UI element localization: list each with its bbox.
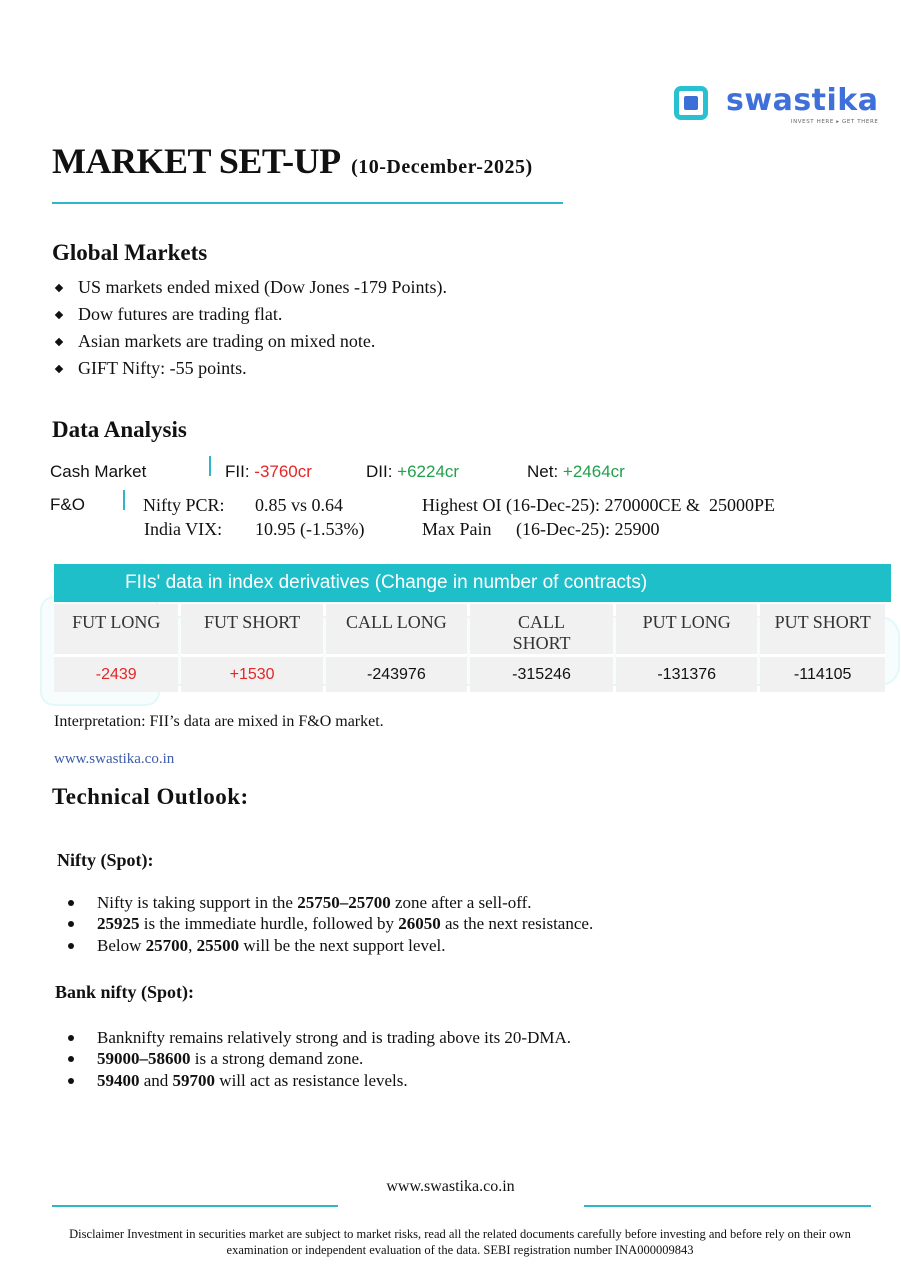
footer-divider-left — [52, 1205, 338, 1207]
nifty-pcr-value: 0.85 vs 0.64 — [255, 495, 344, 515]
diamond-bullet-icon — [55, 283, 63, 291]
bullet-dot-icon — [68, 1056, 74, 1062]
nifty-spot-heading: Nifty (Spot): — [57, 850, 154, 870]
list-item: Nifty is taking support in the 25750–25700 zone after a sell-off. — [68, 892, 593, 914]
fii-derivatives-table — [51, 604, 888, 692]
banknifty-spot-heading: Bank nifty (Spot): — [55, 982, 195, 1002]
bullet-dot-icon — [68, 900, 74, 906]
column-header: PUT LONG — [616, 604, 757, 654]
table-cell: -315246 — [470, 654, 613, 692]
india-vix-value: 10.95 (-1.53%) — [255, 519, 365, 539]
bullet-dot-icon — [68, 1078, 74, 1084]
highest-oi: Highest OI (16-Dec-25): 270000CE & 25000PE — [422, 495, 775, 515]
brand-logo — [674, 84, 879, 125]
dii-cash-value: DII: +6224cr — [366, 462, 460, 481]
bullet-dot-icon — [68, 921, 74, 927]
title-divider — [52, 202, 563, 204]
fno-label: F&O — [50, 495, 85, 514]
technical-outlook-heading: Technical Outlook: — [52, 784, 249, 809]
diamond-bullet-icon — [55, 337, 63, 345]
nifty-pcr-label: Nifty PCR: — [143, 495, 225, 515]
list-item: Banknifty remains relatively strong and is trading above its 20-DMA. — [68, 1027, 571, 1049]
page-title — [52, 140, 533, 182]
table-header-row — [54, 604, 885, 654]
brand-tagline: INVEST HERE ▸ GET THERE — [790, 119, 879, 125]
nifty-levels-list — [68, 892, 593, 957]
column-header: CALL SHORT — [470, 604, 613, 654]
net-cash-value: Net: +2464cr — [527, 462, 625, 481]
banknifty-levels-list — [68, 1027, 571, 1092]
list-item: Asian markets are trading on mixed note. — [54, 328, 447, 355]
swastika-logo-icon — [674, 86, 710, 122]
cash-market-label: Cash Market — [50, 462, 147, 481]
max-pain-value: (16-Dec-25): 25900 — [516, 519, 660, 539]
fno-divider — [123, 490, 125, 510]
table-row — [54, 654, 885, 692]
fii-table-title: FIIs' data in index derivatives (Change in number of contracts) — [54, 564, 891, 602]
cash-market-divider — [209, 456, 211, 476]
list-item: 59400 and 59700 will act as resistance levels. — [68, 1070, 571, 1092]
bullet-dot-icon — [68, 943, 74, 949]
table-cell: +1530 — [181, 654, 322, 692]
max-pain-label: Max Pain — [422, 519, 492, 539]
title-text: MARKET SET-UP — [52, 141, 339, 181]
column-header: CALL LONG — [326, 604, 467, 654]
bullet-dot-icon — [68, 1035, 74, 1041]
table-cell: -114105 — [760, 654, 885, 692]
fii-cash-value: FII: -3760cr — [225, 462, 312, 481]
brand-name: swastika — [726, 83, 879, 118]
table-cell: -243976 — [326, 654, 467, 692]
column-header: FUT SHORT — [181, 604, 322, 654]
table-cell: -131376 — [616, 654, 757, 692]
global-markets-heading: Global Markets — [52, 240, 208, 265]
list-item: 25925 is the immediate hurdle, followed by 26050 as the next resistance. — [68, 914, 593, 936]
list-item: Below 25700, 25500 will be the next support level. — [68, 935, 593, 957]
global-markets-list — [54, 274, 447, 382]
diamond-bullet-icon — [55, 310, 63, 318]
list-item: Dow futures are trading flat. — [54, 301, 447, 328]
column-header: PUT SHORT — [760, 604, 885, 654]
india-vix-label: India VIX: — [144, 519, 223, 539]
disclaimer-text: Disclaimer Investment in securities market are subject to market risks, read all the related documents carefully before investing and before rely on their own examination or independent evaluation of the data. SEBI registration number INA000009843 — [69, 1227, 851, 1257]
list-item: GIFT Nifty: -55 points. — [54, 355, 447, 382]
footer-divider-right — [584, 1205, 871, 1207]
title-date: (10-December-2025) — [351, 156, 533, 178]
interpretation-text: Interpretation: FII’s data are mixed in F&O market. — [54, 713, 384, 730]
list-item: US markets ended mixed (Dow Jones -179 Points). — [54, 274, 447, 301]
column-header: FUT LONG — [54, 604, 178, 654]
data-analysis-heading: Data Analysis — [52, 417, 187, 442]
diamond-bullet-icon — [55, 364, 63, 372]
footer-website[interactable]: www.swastika.co.in — [386, 1178, 515, 1195]
table-cell: -2439 — [54, 654, 178, 692]
website-link[interactable]: www.swastika.co.in — [54, 751, 175, 767]
list-item: 59000–58600 is a strong demand zone. — [68, 1049, 571, 1071]
